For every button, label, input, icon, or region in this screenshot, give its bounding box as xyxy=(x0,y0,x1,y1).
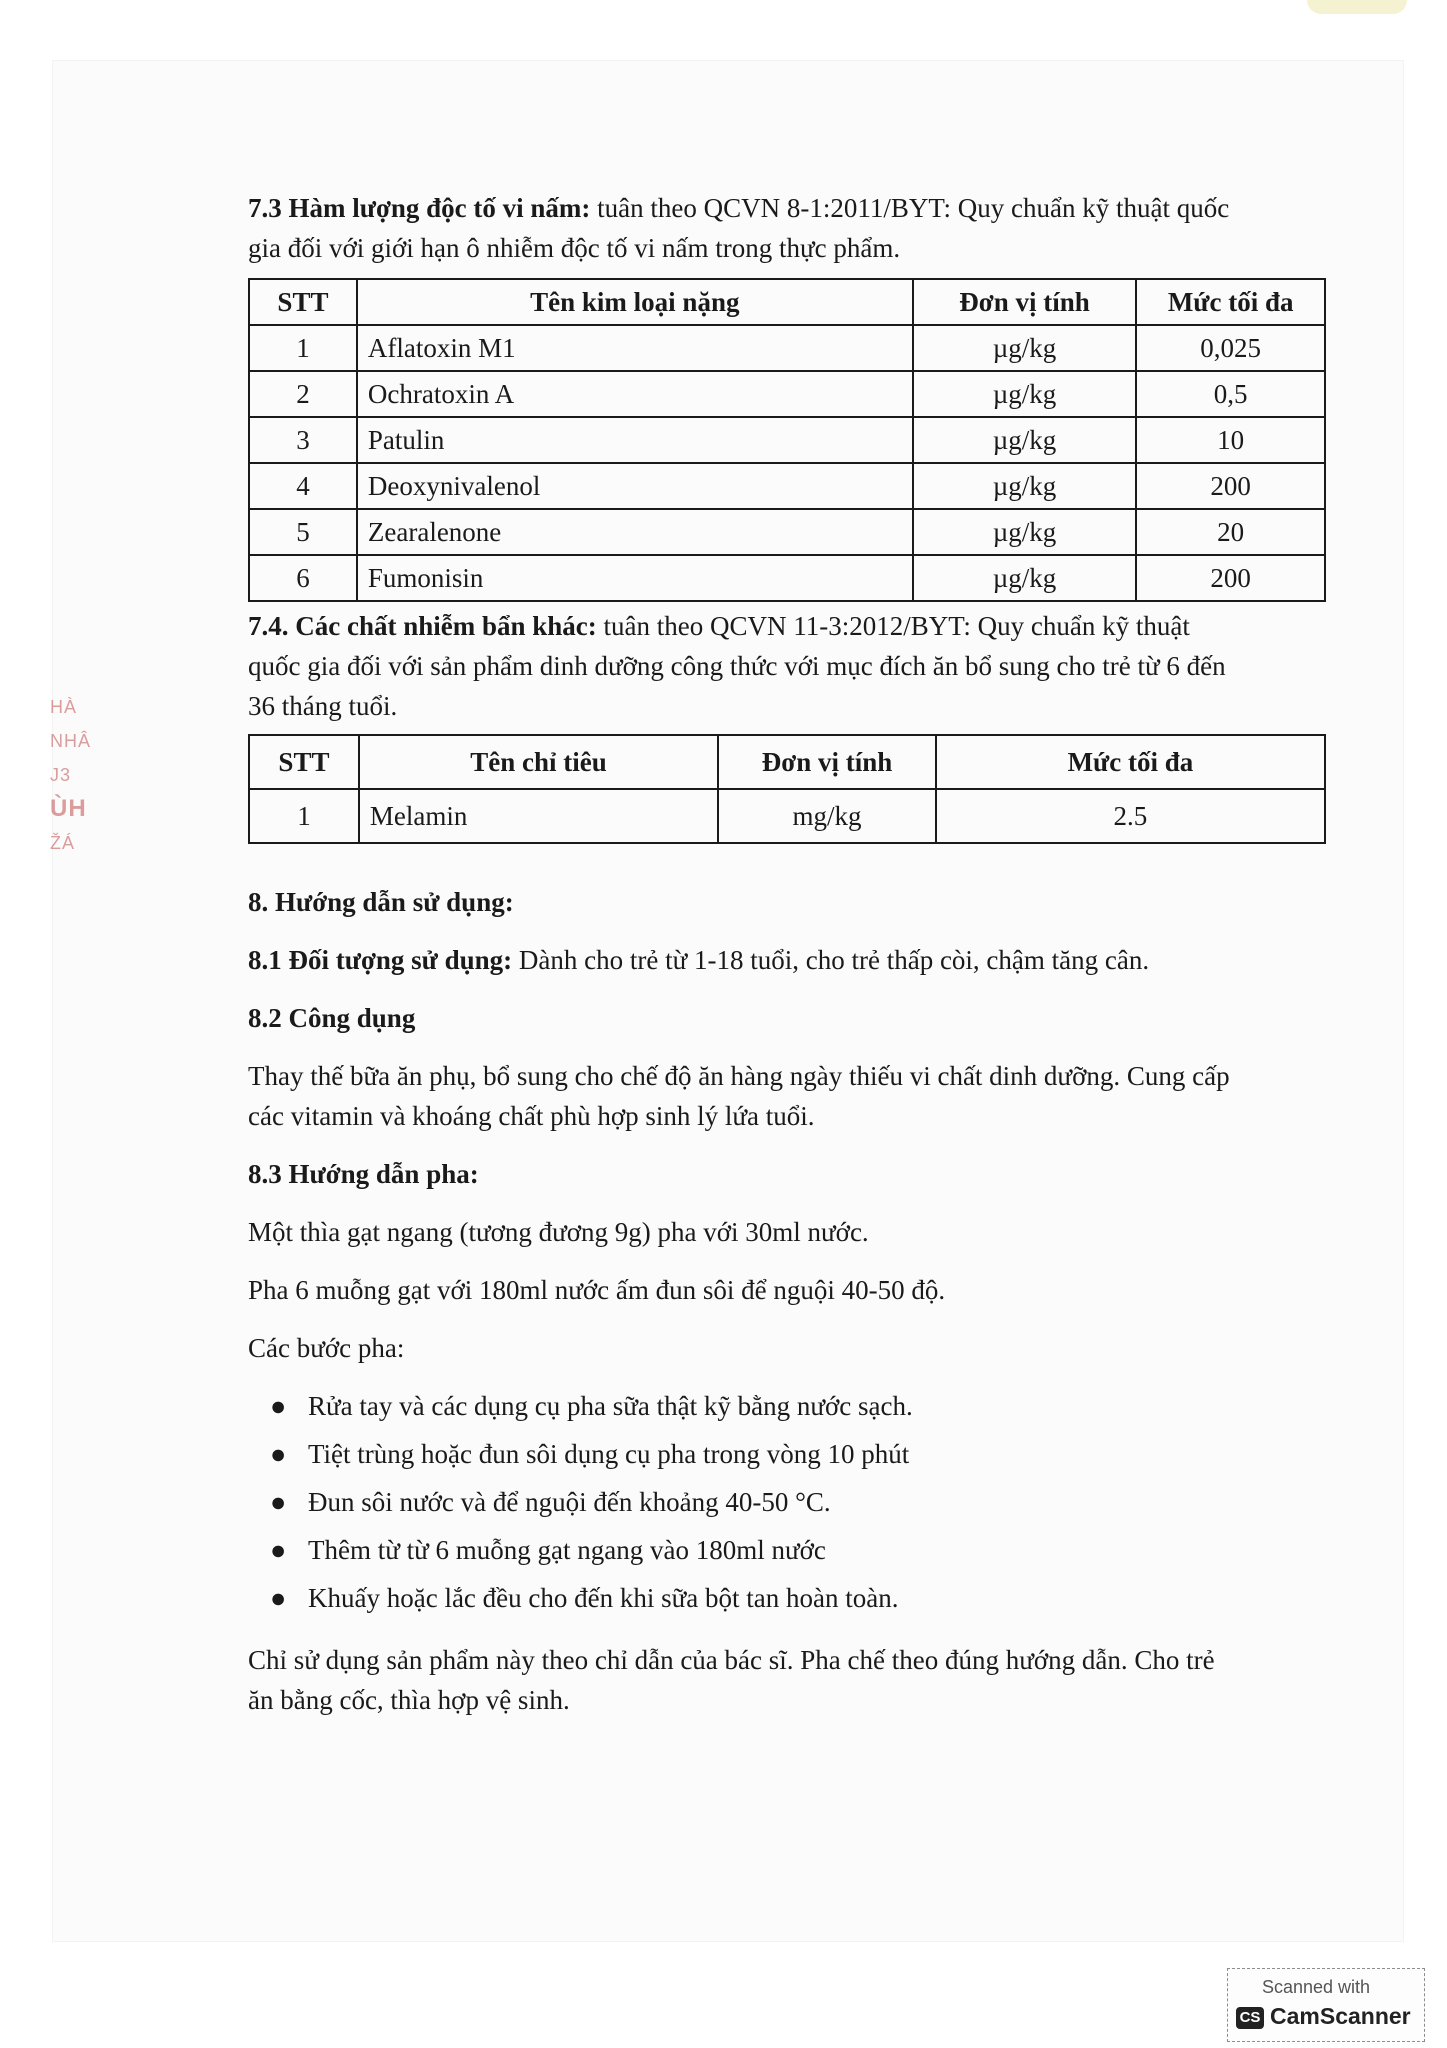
step-text: Rửa tay và các dụng cụ pha sữa thật kỹ bằng nước sạch. xyxy=(308,1391,913,1421)
cell-max: 200 xyxy=(1136,463,1325,509)
section-7-3-line1 xyxy=(248,188,1328,228)
bullet-icon: ● xyxy=(270,1391,287,1421)
watermark-caption: Scanned with xyxy=(1262,1977,1371,1997)
closing-line1: Chỉ sử dụng sản phẩm này theo chỉ dẫn của bác sĩ. Pha chế theo đúng hướng dẫn. Cho trẻ xyxy=(248,1645,1215,1675)
table-row xyxy=(249,325,1325,371)
col-header-stt: STT xyxy=(249,279,357,325)
cell-stt: 4 xyxy=(249,463,357,509)
cell-stt: 5 xyxy=(249,509,357,555)
section-7-4-line3: 36 tháng tuổi. xyxy=(248,691,398,721)
section-7-3-heading: 7.3 Hàm lượng độc tố vi nấm: xyxy=(248,193,591,223)
col-header-max: Mức tối đa xyxy=(936,735,1325,789)
bullet-icon: ● xyxy=(270,1487,287,1517)
stamp-fragment: NHÂ xyxy=(50,731,92,751)
section-8-2-heading: 8.2 Công dụng xyxy=(248,1003,416,1033)
step-text: Khuấy hoặc lắc đều cho đến khi sữa bột tan hoàn toàn. xyxy=(308,1583,899,1613)
section-8-3-paragraph: Pha 6 muỗng gạt với 180ml nước ấm đun sôi để nguội 40-50 độ. xyxy=(248,1275,946,1305)
contaminant-table xyxy=(248,734,1326,844)
section-8-2-line1: Thay thế bữa ăn phụ, bổ sung cho chế độ ăn hàng ngày thiếu vi chất dinh dưỡng. Cung cấp xyxy=(248,1061,1230,1091)
stamp-fragment: ÙH xyxy=(50,795,87,822)
cell-stt: 3 xyxy=(249,417,357,463)
cell-stt: 6 xyxy=(249,555,357,601)
section-8-3-heading: 8.3 Hướng dẫn pha: xyxy=(248,1159,479,1189)
preparation-steps-list xyxy=(248,1386,1328,1618)
section-8-3-paragraph: Một thìa gạt ngang (tương đương 9g) pha với 30ml nước. xyxy=(248,1217,869,1247)
partial-stamp xyxy=(50,690,120,920)
stamp-fragment: HÀ xyxy=(50,697,78,717)
cell-unit: µg/kg xyxy=(913,463,1137,509)
section-8-1 xyxy=(248,940,1328,980)
cell-unit: µg/kg xyxy=(913,555,1137,601)
step-text: Thêm từ từ 6 muỗng gạt ngang vào 180ml nước xyxy=(308,1535,826,1565)
cell-max: 0,025 xyxy=(1136,325,1325,371)
table-header-row xyxy=(249,735,1325,789)
cell-max: 10 xyxy=(1136,417,1325,463)
section-7-4-heading: 7.4. Các chất nhiễm bẩn khác: xyxy=(248,611,597,641)
cell-unit: µg/kg xyxy=(913,509,1137,555)
section-7-4 xyxy=(248,606,1328,726)
table-header-row xyxy=(249,279,1325,325)
table-row xyxy=(249,463,1325,509)
stamp-fragment: J3 xyxy=(50,765,72,785)
col-header-max: Mức tối đa xyxy=(1136,279,1325,325)
table-row xyxy=(249,555,1325,601)
cell-max: 200 xyxy=(1136,555,1325,601)
section-8-1-text: Dành cho trẻ từ 1-18 tuổi, cho trẻ thấp còi, chậm tăng cân. xyxy=(512,945,1150,975)
cell-max: 0,5 xyxy=(1136,371,1325,417)
cell-stt: 2 xyxy=(249,371,357,417)
table-row xyxy=(249,371,1325,417)
cell-name: Ochratoxin A xyxy=(357,371,913,417)
camscanner-logo-icon: CS xyxy=(1236,2007,1264,2029)
table-row xyxy=(249,509,1325,555)
step-text: Tiệt trùng hoặc đun sôi dụng cụ pha trong vòng 10 phút xyxy=(308,1439,910,1469)
section-8-2-line2: các vitamin và khoáng chất phù hợp sinh lý lứa tuổi. xyxy=(248,1101,815,1131)
section-7-4-line1 xyxy=(248,606,1328,646)
cell-unit: µg/kg xyxy=(913,417,1137,463)
list-item xyxy=(270,1386,1328,1426)
section-7-4-line2: quốc gia đối với sản phẩm dinh dưỡng công thức với mục đích ăn bổ sung cho trẻ từ 6 đến xyxy=(248,651,1226,681)
closing-line2: ăn bằng cốc, thìa hợp vệ sinh. xyxy=(248,1685,570,1715)
bullet-icon: ● xyxy=(270,1439,287,1469)
page-corner-mark xyxy=(1307,0,1407,14)
section-7-4-text: tuân theo QCVN 11-3:2012/BYT: Quy chuẩn kỹ thuật xyxy=(596,611,1190,641)
col-header-unit: Đơn vị tính xyxy=(718,735,936,789)
section-8-3-paragraph: Các bước pha: xyxy=(248,1333,405,1363)
col-header-unit: Đơn vị tính xyxy=(913,279,1137,325)
col-header-stt: STT xyxy=(249,735,359,789)
section-7-3-text: tuân theo QCVN 8-1:2011/BYT: Quy chuẩn kỹ thuật quốc xyxy=(590,193,1230,223)
bullet-icon: ● xyxy=(270,1535,287,1565)
cell-name: Deoxynivalenol xyxy=(357,463,913,509)
section-8-1-heading: 8.1 Đối tượng sử dụng: xyxy=(248,945,513,975)
list-item xyxy=(270,1530,1328,1570)
stamp-fragment: ŽÁ xyxy=(50,833,76,853)
watermark-brand: CamScanner xyxy=(1270,2003,1411,2029)
bullet-icon: ● xyxy=(270,1583,287,1613)
cell-name: Fumonisin xyxy=(357,555,913,601)
list-item xyxy=(270,1578,1328,1618)
cell-unit: µg/kg xyxy=(913,371,1137,417)
cell-name: Melamin xyxy=(359,789,718,843)
table-row xyxy=(249,417,1325,463)
col-header-name: Tên kim loại nặng xyxy=(357,279,913,325)
cell-name: Patulin xyxy=(357,417,913,463)
section-7-3-line2: gia đối với giới hạn ô nhiễm độc tố vi nấm trong thực phẩm. xyxy=(248,233,901,263)
cell-max: 2.5 xyxy=(936,789,1325,843)
cell-unit: mg/kg xyxy=(718,789,936,843)
step-text: Đun sôi nước và để nguội đến khoảng 40-50 °C. xyxy=(308,1487,831,1517)
cell-max: 20 xyxy=(1136,509,1325,555)
mycotoxin-table xyxy=(248,278,1326,602)
list-item xyxy=(270,1434,1328,1474)
cell-unit: µg/kg xyxy=(913,325,1137,371)
section-7-3 xyxy=(248,188,1328,268)
table-row xyxy=(249,789,1325,843)
document-content xyxy=(248,188,1328,1720)
section-8 xyxy=(248,882,1328,1720)
cell-stt: 1 xyxy=(249,789,359,843)
cell-name: Zearalenone xyxy=(357,509,913,555)
cell-name: Aflatoxin M1 xyxy=(357,325,913,371)
col-header-criteria: Tên chỉ tiêu xyxy=(359,735,718,789)
list-item xyxy=(270,1482,1328,1522)
section-8-heading: 8. Hướng dẫn sử dụng: xyxy=(248,887,514,917)
cell-stt: 1 xyxy=(249,325,357,371)
camscanner-watermark xyxy=(1227,1968,1425,2042)
